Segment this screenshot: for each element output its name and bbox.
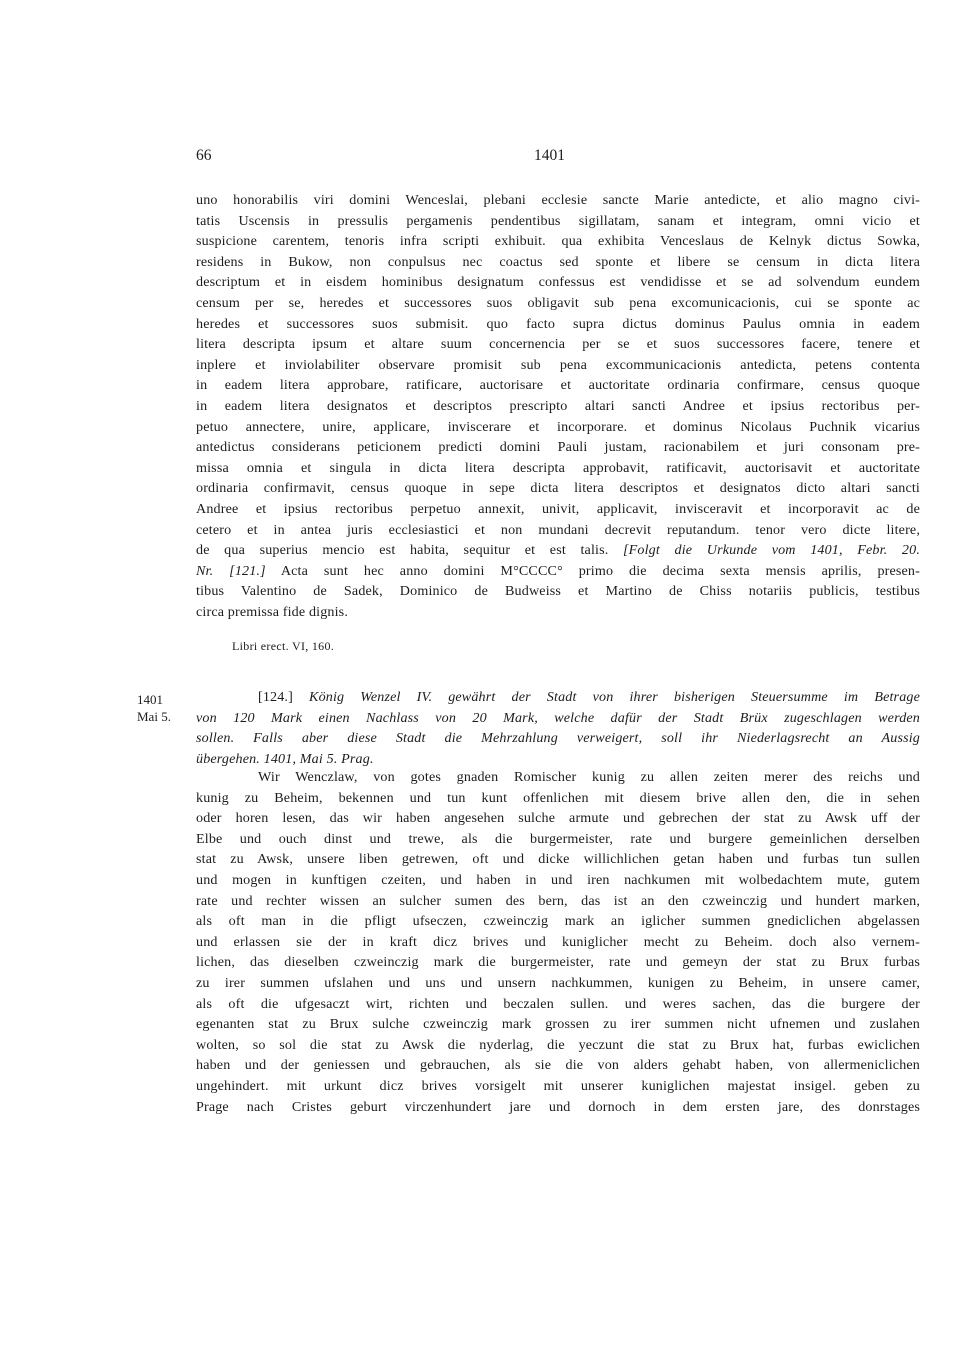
regest-text: König Wenzel IV. gewährt der Stadt von ihrer bisherigen Steuersumme im Betrage xyxy=(309,689,920,705)
text-line: wolten, so sol die stat zu Awsk die nyderlag, die yeczunt die stat zu Brux hat, furbas ewiclichen xyxy=(196,1036,920,1053)
text-line: ordinaria confirmavit, census quoque in sepe dicta litera descriptos et designatos dicto altari sancti xyxy=(196,480,920,497)
text-line: Wir Wenczlaw, von gotes gnaden Romischer kunig zu allen zeiten merer des reichs und xyxy=(258,769,920,785)
charter-text xyxy=(196,767,920,1117)
heading-line xyxy=(196,687,920,708)
page-number: 66 xyxy=(196,147,212,164)
document-number: [124.] xyxy=(258,689,293,705)
text-line: petuo annectere, unire, applicare, inviscerare et incorporare. et dominus Nicolaus Puchnik vicarius xyxy=(196,418,920,435)
text-line: Prage nach Cristes geburt virczenhundert jare und dornoch in dem ersten jare, des donrstages xyxy=(196,1098,920,1115)
text-line: und mogen in kunftigen czeiten, und haben in und iren nachkumen mit wolbedachtem mute, gutem xyxy=(196,871,920,888)
editorial-note: Nr. [121.] xyxy=(196,562,266,579)
text-line: und erlassen sie der in kraft dicz brives und kuniglicher mecht zu Beheim. doch also vernem- xyxy=(196,933,920,950)
text-line: haben und der geniessen und gebrauchen, als sie die von alders gehabt haben, von allermeniclichen xyxy=(196,1057,920,1074)
source-citation: Libri erect. VI, 160. xyxy=(232,639,335,653)
text-line: Andree et ipsius rectoribus perpetuo annexit, univit, applicavit, invisceravit et incorporavit ac de xyxy=(196,500,920,517)
text-line: ungehindert. mit urkunt dicz brives vorsigelt mit unserer kuniglichen majestat insigel. geben zu xyxy=(196,1077,920,1094)
heading-line: übergehen. 1401, Mai 5. Prag. xyxy=(196,750,374,767)
running-year: 1401 xyxy=(534,147,565,164)
text-line: stat zu Awsk, unsere liben getrewen, oft und dicke willichlichen getan haben und furbas tun sullen xyxy=(196,851,920,868)
text-line: inplere et inviolabiliter observare promisit sub pena excommunicacionis antedicta, petens contenta xyxy=(196,356,920,373)
margin-year: 1401 xyxy=(137,692,163,707)
text-line: censum per se, heredes et successores suos obligavit sub pena excomunicacionis, cui se sponte ac xyxy=(196,294,920,311)
editorial-note: [Folgt die Urkunde vom 1401, Febr. 20. xyxy=(623,542,920,559)
text-line xyxy=(196,540,920,561)
text-line: als oft die ufgesaczt wirt, richten und beczalen sullen. und weres sachen, das die burgere der xyxy=(196,995,920,1012)
text-line: cetero et in antea juris ecclesiastici et non mundani decrevit reputandum. tenor vero dicte litere, xyxy=(196,521,920,538)
text-line: tibus Valentino de Sadek, Dominico de Budweiss et Martino de Chiss notariis publicis, testibus xyxy=(196,583,920,600)
text-line: in eadem litera approbare, ratificare, auctorisare et auctoritate ordinaria confirmare, census quoque xyxy=(196,377,920,394)
text-line: zu irer summen ufslahen und uns und unsern nachkummen, kunigen zu Beheim, in unsere camer, xyxy=(196,974,920,991)
text-segment: Acta sunt hec anno domini M°CCCC° primo die decima sexta mensis aprilis, presen- xyxy=(280,562,920,579)
continued-document-text xyxy=(196,190,920,622)
text-line: tatis Uscensis in pressulis pergamenis pendentibus sigillatam, sanam et integram, omni vicio et xyxy=(196,212,920,229)
text-line: egenanten stat zu Brux sulche czweinczig mark grossen zu irer summen nicht ufnemen und zuslahen xyxy=(196,1016,920,1033)
text-line: Elbe und ouch dinst und trewe, als die burgermeister, rate und burgere gemeinlichen derselben xyxy=(196,830,920,847)
text-line: missa omnia et singula in dicta litera descripta approbavit, ratificavit, auctorisavit et auctoritate xyxy=(196,459,920,476)
text-line: heredes et successores suos submisit. quo facto supra dictus dominus Paulus omnia in eadem xyxy=(196,315,920,332)
heading-line: sollen. Falls aber diese Stadt die Mehrzahlung verweigert, soll ihr Niederlagsrecht an Aussig xyxy=(196,730,920,747)
text-line: uno honorabilis viri domini Wenceslai, plebani ecclesie sancte Marie antedicte, et alio magno civi- xyxy=(196,192,920,208)
margin-date xyxy=(137,691,171,725)
text-line: oder horen lesen, das wir haben angesehen sulche armute und gebrechen der stat zu Awsk uff der xyxy=(196,810,920,827)
text-line: kunig zu Beheim, bekennen und tun kunt offenlichen mit diesem brive allen den, die in sehen xyxy=(196,789,920,806)
text-line: als oft man in die pfligt ufseczen, czweinczig mark an iglicher summen gnediclichen abgelassen xyxy=(196,913,920,930)
text-line: suspicione carentem, tenoris infra scripti exhibuit. qua exhibita Venceslaus de Kelnyk dictus Sowka, xyxy=(196,233,920,250)
page-header xyxy=(196,147,920,171)
text-segment: de qua superius mencio est habita, sequitur et est talis. xyxy=(196,542,609,559)
document-heading xyxy=(196,687,920,769)
text-line: residens in Bukow, non conpulsus nec coactus sed sponte et libere se censum in dicta litera xyxy=(196,253,920,270)
text-line: in eadem litera designatos et descriptos prescripto altari sancti Andree et ipsius rectoribus per- xyxy=(196,397,920,414)
text-line: circa premissa fide dignis. xyxy=(196,603,348,620)
text-line xyxy=(196,561,920,582)
text-line: litera descripta ipsum et altare suum concernencia per se et suos successores facere, tenere et xyxy=(196,336,920,353)
text-line: rate und rechter wissen an sulcher sumen des bern, das ist an den czweinczig und hundert marken, xyxy=(196,892,920,909)
text-line: antedictus considerans peticionem predicti domini Pauli justam, racionabilem et juri consonam pre- xyxy=(196,439,920,456)
margin-day: Mai 5. xyxy=(137,709,171,724)
text-line: descriptum et in eisdem hominibus designatum confessus est vendidisse et se ad solvendum eundem xyxy=(196,274,920,291)
heading-line: von 120 Mark einen Nachlass von 20 Mark, welche dafür der Stadt Brüx zugeschlagen werden xyxy=(196,709,920,726)
text-line: lichen, das dieselben czweinczig mark die burgermeister, rate und gemeyn der stat zu Brux furbas xyxy=(196,954,920,971)
